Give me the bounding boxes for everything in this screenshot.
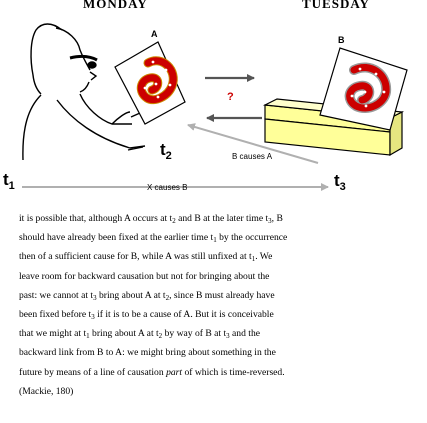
person-icon xyxy=(23,24,145,160)
time-t2: $t_2$ xyxy=(160,140,172,162)
quote-line-8: backward link from B to A: we might bring about something in the xyxy=(19,347,276,359)
quote-line-5: past: we cannot at $t_3$ bring about A at $t_2$, since B must already have xyxy=(19,289,275,302)
quote-line-2: should have already been fixed at the earlier time $t_1$ by the occurrence xyxy=(19,232,288,245)
quote-line-9: future by means of a line of causation part of which is time-reversed. xyxy=(19,366,285,378)
diagram xyxy=(0,0,427,205)
question-mark: ? xyxy=(227,91,234,103)
quote-line-4: leave room for backward causation but not for bringing about the xyxy=(19,270,270,282)
quote-line-3: then of a sufficient cause for B, while A was still unfixed at $t_1$. We xyxy=(19,251,273,264)
picture-a-icon xyxy=(115,42,185,124)
label-b: B xyxy=(338,35,345,45)
quote-line-1: it is possible that, although A occurs at $t_2$ and B at the later time $t_3$, B xyxy=(19,213,283,225)
x-causes-b-label: X causes B xyxy=(147,183,188,192)
quote-line-7: that we might at $t_1$ bring about A at $t_2$ by way of B at $t_3$ and the xyxy=(19,328,260,341)
time-t1: $t_1$ xyxy=(3,170,15,192)
time-t3: $t_3$ xyxy=(334,171,346,193)
b-causes-a-label: B causes A xyxy=(232,152,273,161)
quote-line-10: (Mackie, 180) xyxy=(19,385,74,397)
monday-heading: MONDAY xyxy=(83,0,148,11)
label-a: A xyxy=(151,29,158,39)
picture-b-icon xyxy=(320,48,407,130)
mackie-quote xyxy=(19,209,419,401)
quote-line-6: been fixed before $t_3$ if it is to be a cause of A. But it is conceivable xyxy=(19,309,274,322)
tuesday-heading: TUESDAY xyxy=(302,0,370,11)
